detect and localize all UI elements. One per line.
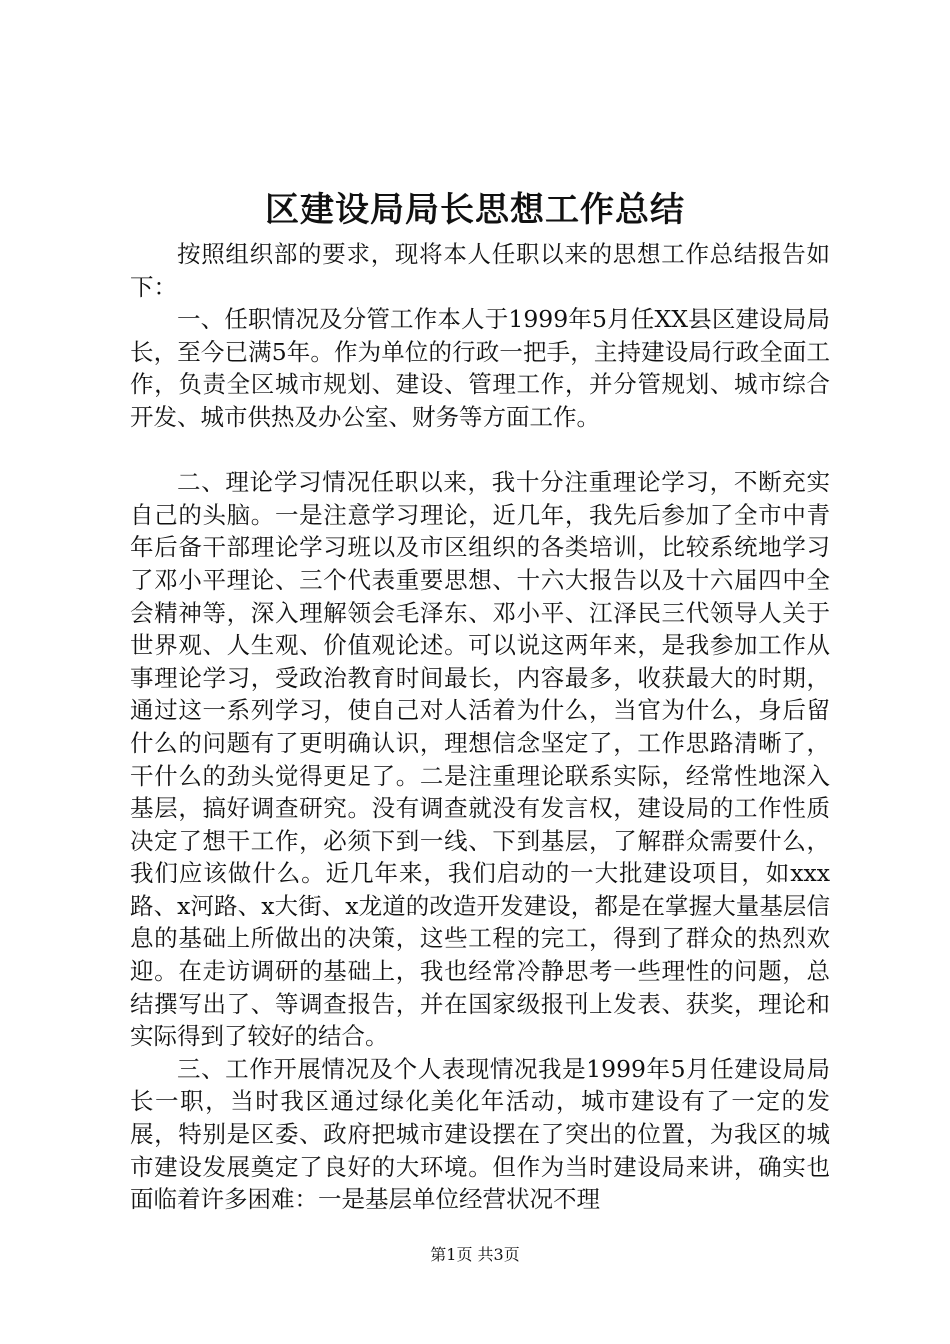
- paragraph-section-1: 一、任职情况及分管工作本人于1999年5月任XX县区建设局局长，至今已满5年。作为单位的行政一把手，主持建设局行政全面工作，负责全区城市规划、建设、管理工作，并分管规划、城市综合开发、城市供热及办公室、财务等方面工作。: [130, 305, 830, 431]
- paragraph-section-3: 三、工作开展情况及个人表现情况我是1999年5月任建设局局长一职，当时我区通过绿化美化年活动，城市建设有了一定的发展，特别是区委、政府把城市建设摆在了突出的位置，为我区的城市建设发展奠定了良好的大环境。但作为当时建设局来讲，确实也面临着许多困难：一是基层单位经营状况不理: [130, 1054, 830, 1214]
- document-body: [130, 238, 830, 1216]
- page-footer: 第1页 共3页: [430, 1245, 520, 1264]
- paragraph-intro: 按照组织部的要求，现将本人任职以来的思想工作总结报告如下：: [130, 240, 830, 301]
- document-title: 区建设局局长思想工作总结: [265, 190, 685, 230]
- paragraph-section-2: 二、理论学习情况任职以来，我十分注重理论学习，不断充实自己的头脑。一是注意学习理论，近几年，我先后参加了全市中青年后备干部理论学习班以及市区组织的各类培训，比较系统地学习了邓小平理论、三个代表重要思想、十六大报告以及十六届四中全会精神等，深入理解领会毛泽东、邓小平、江泽民三代领导人关于世界观、人生观、价值观论述。可以说这两年来，是我参加工作从事理论学习，受政治教育时间最长，内容最多，收获最大的时期，通过这一系列学习，使自己对人活着为什么，当官为什么，身后留什么的问题有了更明确认识，理想信念坚定了，工作思路清晰了，干什么的劲头觉得更足了。二是注重理论联系实际，经常性地深入基层，搞好调查研究。没有调查就没有发言权，建设局的工作性质决定了想干工作，必须下到一线、下到基层，了解群众需要什么，我们应该做什么。近几年来，我们启动的一大批建设项目，如xxx路、x河路、x大街、x龙道的改造开发建设，都是在掌握大量基层信息的基础上所做出的决策，这些工程的完工，得到了群众的热烈欢迎。在走访调研的基础上，我也经常冷静思考一些理性的问题，总结撰写出了、等调查报告，并在国家级报刊上发表、获奖，理论和实际得到了较好的结合。: [130, 468, 830, 1051]
